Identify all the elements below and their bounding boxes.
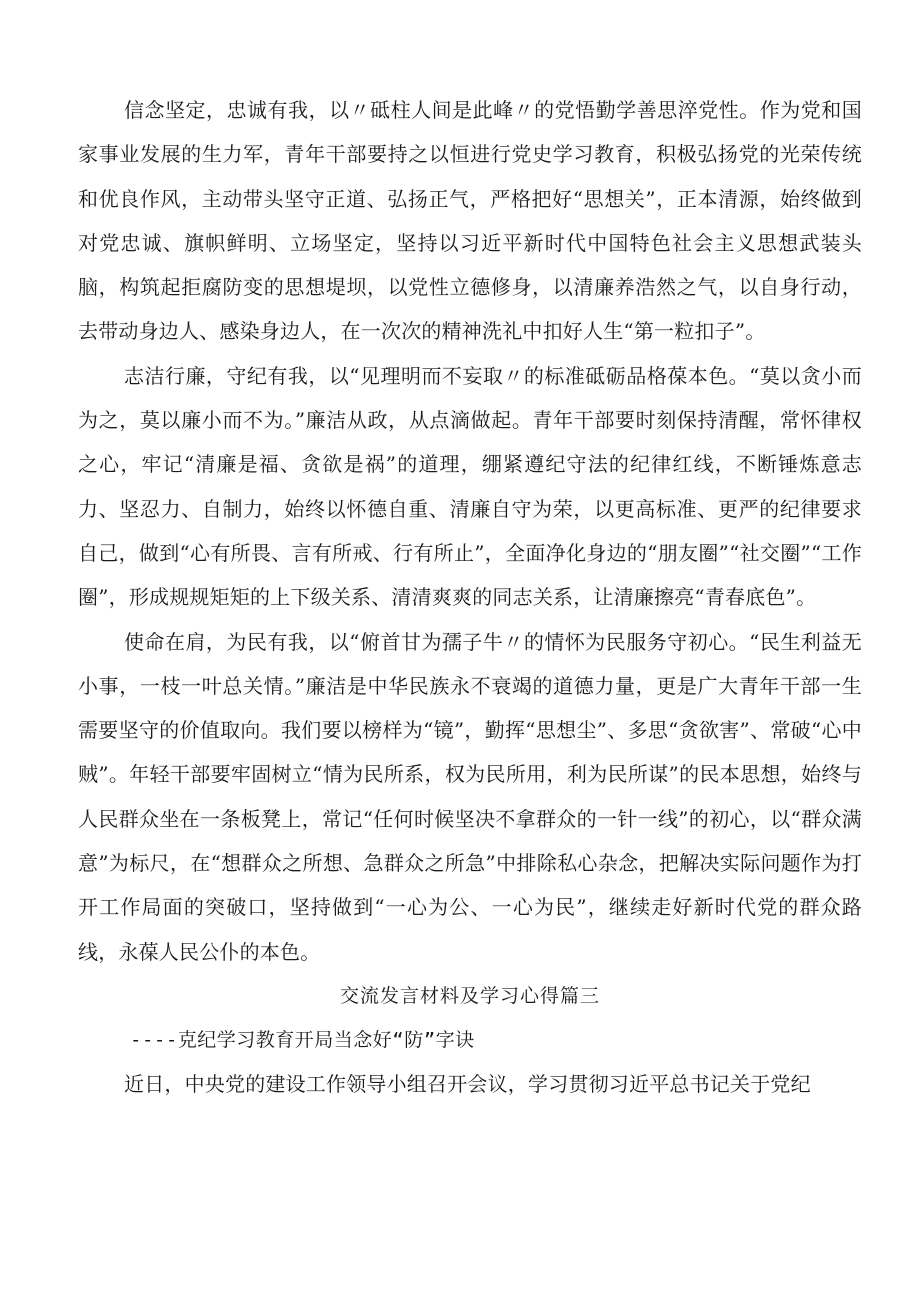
paragraph-integrity: 志洁行廉，守纪有我，以“见理明而不妄取〃的标准砥砺品格葆本色。“莫以贪小而为之，莫以廉小而不为。”廉洁从政，从点滴做起。青年干部要时刻保持清醒，常怀律权之心，牢记“清廉是福、贪欲是祸”的道理，绷紧遵纪守法的纪律红线，不断锤炼意志力、坚忍力、自制力，始终以怀德自重、清廉自守为荣，以更高标准、更严的纪律要求自己，做到“心有所畏、言有所戒、行有所止”，全面净化身边的“朋友圈”“社交圈”“工作圈”，形成规规矩矩的上下级关系、清清爽爽的同志关系，让清廉擦亮“青春底色”。 [78,363,862,610]
paragraph-mission: 使命在肩，为民有我，以“俯首甘为孺子牛〃的情怀为民服务守初心。“民生利益无小事，一枝一叶总关情。”廉洁是中华民族永不衰竭的道德力量，更是广大青年干部一生需要坚守的价值取向。我们要以榜样为“镜”，勤挥“思想尘”、多思“贪欲害”、常破“心中贼”。年轻干部要牢固树立“情为民所系，权为民所用，利为民所谋”的民本思想，始终与人民群众坐在一条板凳上，常记“任何时候坚决不拿群众的一针一线”的初心，以“群众满意”为标尺，在“想群众之所想、急群众之所急”中排除私心杂念，把解决实际问题作为打开工作局面的突破口，坚持做到“一心为公、一心为民”，继续走好新时代党的群众路线，永葆人民公仆的本色。 [78,629,862,964]
section-heading: 交流发言材料及学习心得篇三 [339,984,600,1007]
paragraph-intro: 近日，中央党的建设工作领导小组召开会议，学习贯彻习近平总书记关于党纪 [124,1071,811,1096]
section-subtitle: ----克纪学习教育开局当念好“防”字诀 [130,1028,475,1051]
paragraph-loyalty: 信念坚定，忠诚有我，以〃砥柱人间是此峰〃的党悟勤学善思淬党性。作为党和国家事业发展的生力军，青年干部要持之以恒进行党史学习教育，积极弘扬党的光荣传统和优良作风，主动带头坚守正道、弘扬正气，严格把好“思想关”，正本清源，始终做到对党忠诚、旗帜鲜明、立场坚定，坚持以习近平新时代中国特色社会主义思想武装头脑，构筑起拒腐防变的思想堤坝，以党性立德修身，以清廉养浩然之气，以自身行动，去带动身边人、感染身边人，在一次次的精神洗礼中扣好人生“第一粒扣子”。 [78,98,862,344]
document-body [78,88,862,1106]
